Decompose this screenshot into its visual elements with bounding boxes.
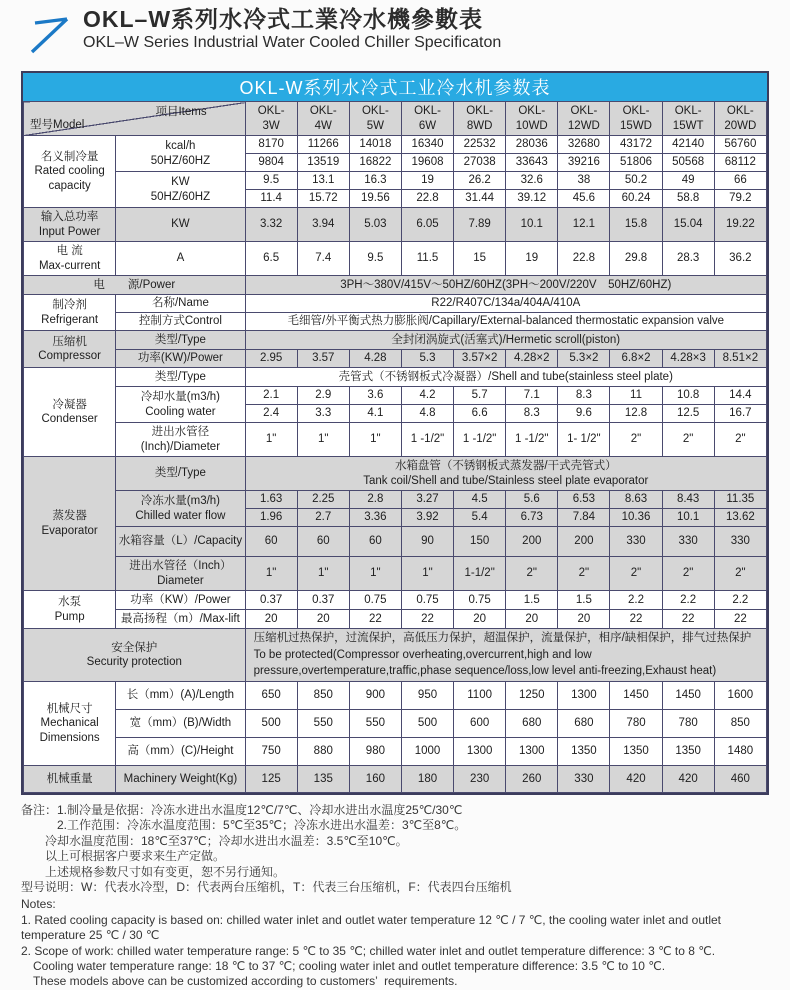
value-cell: 60 [297,527,349,557]
value-cell: 22 [349,610,401,629]
item-label: 最高扬程（m）/Max-lift [116,610,245,629]
value-cell: 7.89 [454,208,506,242]
value-cell: 420 [662,766,714,793]
model-column-header: OKL- 3W [245,102,297,136]
value-cell: 8.3 [506,405,558,423]
value-cell: 68112 [714,154,766,172]
notes-cn [21,803,769,895]
value-cell: 19 [401,172,453,190]
value-cell: 10.8 [662,387,714,405]
value-cell: 1300 [506,738,558,766]
value-cell: 1" [245,423,297,457]
item-label: 功率（KW）/Power [116,591,245,610]
note-line: 备注：1.制冷量是依据：冷冻水进出水温度12℃/7℃、冷却水进出水温度25℃/30℃ [21,803,463,818]
value-cell: 0.75 [349,591,401,610]
value-cell: 90 [401,527,453,557]
value-cell: 43172 [610,136,662,154]
value-cell: 11.5 [401,242,453,276]
section-label: 电 源/Power [24,276,246,295]
item-label: 水箱容量（L）/Capacity [116,527,245,557]
spec-table-wrapper [21,71,769,795]
value-cell: 14.4 [714,387,766,405]
value-cell: 8.51×2 [714,350,766,368]
value-cell: 200 [558,527,610,557]
note-line: 冷却水温度范围：18℃至37℃；冷却水进出水温差：3.5℃至10℃。 [21,833,408,848]
value-cell: 780 [610,710,662,738]
section-label: 压缩机 Compressor [24,331,116,368]
value-cell: 6.8×2 [610,350,662,368]
section-label: 名义制冷量 Rated cooling capacity [24,136,116,208]
item-label: KW [116,208,245,242]
value-cell: 650 [245,682,297,710]
model-column-header: OKL- 10WD [506,102,558,136]
item-label: 功率(KW)/Power [116,350,245,368]
value-cell: 3.3 [297,405,349,423]
value-cell: 22 [714,610,766,629]
value-cell: 3.32 [245,208,297,242]
value-cell: 19.22 [714,208,766,242]
value-cell: 14018 [349,136,401,154]
value-cell: 22532 [454,136,506,154]
value-cell: 0.37 [297,591,349,610]
value-cell: 28.3 [662,242,714,276]
model-column-header: OKL- 4W [297,102,349,136]
section-label: 制冷剂 Refrigerant [24,295,116,331]
value-cell: 5.03 [349,208,401,242]
value-cell: 3.6 [349,387,401,405]
item-label: kcal/h 50HZ/60HZ [116,136,245,172]
value-cell: 1" [401,557,453,591]
value-cell: 50568 [662,154,714,172]
item-label: Machinery Weight(Kg) [116,766,245,793]
value-cell: 8170 [245,136,297,154]
value-cell: 1300 [454,738,506,766]
value-cell: 19.56 [349,190,401,208]
value-cell: 16.3 [349,172,401,190]
section-label: 蒸发器 Evaporator [24,457,116,591]
value-cell: 16340 [401,136,453,154]
item-label: 高（mm）(C)/Height [116,738,245,766]
value-cell: 780 [662,710,714,738]
model-items-corner-cell [24,102,246,136]
value-cell: 1" [349,423,401,457]
item-label: A [116,242,245,276]
value-cell: 66 [714,172,766,190]
value-cell: 1.5 [506,591,558,610]
value-cell: 0.75 [454,591,506,610]
value-cell: 3.57 [297,350,349,368]
value-cell: 1350 [662,738,714,766]
item-label: 宽（mm）(B)/Width [116,710,245,738]
table-title-bar: OKL-W系列水冷式工业冷水机参数表 [23,73,767,101]
value-cell: 4.5 [454,491,506,509]
value-cell: 7.4 [297,242,349,276]
value-cell: 20 [506,610,558,629]
value-cell: 1 -1/2" [506,423,558,457]
item-label: 进出水管径（Inch） Diameter [116,557,245,591]
value-cell: 20 [454,610,506,629]
merged-value-cell: 全封闭涡旋式(活塞式)/Hermetic scroll(piston) [245,331,766,350]
model-column-header: OKL- 15WD [610,102,662,136]
merged-value-cell: 毛细管/外平衡式热力膨胀阀/Capillary/External-balanced thermostatic expansion valve [245,313,766,331]
merged-value-cell: 3PH～380V/415V～50HZ/60HZ(3PH～200V/220V 50HZ/60HZ) [245,276,766,295]
value-cell: 750 [245,738,297,766]
value-cell: 1350 [558,738,610,766]
value-cell: 2" [610,423,662,457]
page-titles [83,6,501,52]
value-cell: 6.73 [506,509,558,527]
corner-items-label: 项目Items [155,106,207,118]
note-line: 2. Scope of work: chilled water temperature range: 5 ℃ to 35 ℃; chilled water inlet and outlet temperature difference: 3 ℃ to 8 ℃. [21,943,716,958]
value-cell: 5.6 [506,491,558,509]
value-cell: 0.37 [245,591,297,610]
value-cell: 180 [401,766,453,793]
value-cell: 1.96 [245,509,297,527]
merged-value-cell: 壳管式（不锈钢板式冷凝器）/Shell and tube(stainless steel plate) [245,368,766,387]
value-cell: 2.8 [349,491,401,509]
value-cell: 10.36 [610,509,662,527]
value-cell: 330 [610,527,662,557]
spec-table [23,101,767,793]
value-cell: 27038 [454,154,506,172]
value-cell: 1000 [401,738,453,766]
value-cell: 20 [297,610,349,629]
value-cell: 150 [454,527,506,557]
merged-value-cell: 压缩机过热保护，过流保护，高低压力保护，超温保护，流量保护，相序/缺相保护，排气过热保护 To be protected(Compressor overheating,overcurrent,high and low pressure,overtemperature,traffic,phase sequence/loss,low level anti-freezing,Exhaust heat) [245,629,766,682]
value-cell: 1" [297,557,349,591]
value-cell: 330 [558,766,610,793]
value-cell: 600 [454,710,506,738]
value-cell: 79.2 [714,190,766,208]
value-cell: 1" [245,557,297,591]
value-cell: 15.04 [662,208,714,242]
value-cell: 2.95 [245,350,297,368]
value-cell: 3.92 [401,509,453,527]
value-cell: 3.57×2 [454,350,506,368]
value-cell: 950 [401,682,453,710]
value-cell: 2" [662,423,714,457]
value-cell: 2" [610,557,662,591]
value-cell: 460 [714,766,766,793]
value-cell: 32680 [558,136,610,154]
value-cell: 5.3 [401,350,453,368]
value-cell: 4.28×2 [506,350,558,368]
page-title-en: OKL–W Series Industrial Water Cooled Chiller Specificaton [83,34,502,52]
item-label: 控制方式Control [116,313,245,331]
value-cell: 13519 [297,154,349,172]
value-cell: 1.5 [558,591,610,610]
section-label: 电 流 Max-current [24,242,116,276]
value-cell: 6.5 [245,242,297,276]
value-cell: 850 [714,710,766,738]
item-label: 冷却水量(m3/h) Cooling water [116,387,245,423]
value-cell: 1 -1/2" [401,423,453,457]
item-label: 类型/Type [116,457,245,491]
value-cell: 2.25 [297,491,349,509]
value-cell: 500 [401,710,453,738]
value-cell: 1100 [454,682,506,710]
value-cell: 2.2 [610,591,662,610]
item-label: 类型/Type [116,331,245,350]
value-cell: 135 [297,766,349,793]
value-cell: 10.1 [662,509,714,527]
arrow-up-right-icon [27,10,73,60]
value-cell: 11 [610,387,662,405]
value-cell: 39216 [558,154,610,172]
section-label: 机械重量 [24,766,116,793]
value-cell: 49 [662,172,714,190]
value-cell: 1450 [610,682,662,710]
item-label: 冷冻水量(m3/h) Chilled water flow [116,491,245,527]
notes-en [21,897,769,989]
value-cell: 4.1 [349,405,401,423]
value-cell: 11.35 [714,491,766,509]
value-cell: 15 [454,242,506,276]
value-cell: 500 [245,710,297,738]
value-cell: 22 [610,610,662,629]
value-cell: 1 -1/2" [454,423,506,457]
value-cell: 1350 [610,738,662,766]
value-cell: 8.43 [662,491,714,509]
value-cell: 980 [349,738,401,766]
value-cell: 260 [506,766,558,793]
value-cell: 20 [558,610,610,629]
value-cell: 9.5 [349,242,401,276]
item-label: 类型/Type [116,368,245,387]
value-cell: 4.2 [401,387,453,405]
value-cell: 1450 [662,682,714,710]
item-label: 进出水管径 (Inch)/Diameter [116,423,245,457]
model-column-header: OKL- 12WD [558,102,610,136]
value-cell: 330 [714,527,766,557]
value-cell: 550 [297,710,349,738]
value-cell: 900 [349,682,401,710]
model-column-header: OKL- 8WD [454,102,506,136]
value-cell: 200 [506,527,558,557]
value-cell: 56760 [714,136,766,154]
page-header [27,6,769,60]
value-cell: 51806 [610,154,662,172]
value-cell: 880 [297,738,349,766]
value-cell: 22 [662,610,714,629]
note-line: 以上可根据客户要求来生产定做。 [21,849,226,864]
model-column-header: OKL- 5W [349,102,401,136]
value-cell: 16.7 [714,405,766,423]
value-cell: 1" [349,557,401,591]
value-cell: 2.9 [297,387,349,405]
value-cell: 19608 [401,154,453,172]
value-cell: 7.1 [506,387,558,405]
value-cell: 8.63 [610,491,662,509]
value-cell: 33643 [506,154,558,172]
value-cell: 1-1/2" [454,557,506,591]
model-column-header: OKL- 20WD [714,102,766,136]
value-cell: 12.5 [662,405,714,423]
corner-model-label: 型号Model [30,118,85,131]
value-cell: 26.2 [454,172,506,190]
value-cell: 230 [454,766,506,793]
value-cell: 2" [662,557,714,591]
value-cell: 1- 1/2" [558,423,610,457]
value-cell: 11.4 [245,190,297,208]
value-cell: 60.24 [610,190,662,208]
note-line: temperature 25 ℃ / 30 ℃ [21,928,160,943]
value-cell: 38 [558,172,610,190]
note-line: 2.工作范围：冷冻水温度范围：5℃至35℃；冷冻水进出水温差：3℃至8℃。 [21,818,467,833]
note-line: 上述规格参数尺寸如有变更，恕不另行通知。 [21,864,286,879]
value-cell: 9804 [245,154,297,172]
value-cell: 50.2 [610,172,662,190]
value-cell: 4.28 [349,350,401,368]
value-cell: 2" [506,557,558,591]
item-label: 名称/Name [116,295,245,313]
value-cell: 10.1 [506,208,558,242]
value-cell: 36.2 [714,242,766,276]
value-cell: 19 [506,242,558,276]
value-cell: 16822 [349,154,401,172]
value-cell: 1" [297,423,349,457]
value-cell: 13.62 [714,509,766,527]
value-cell: 32.6 [506,172,558,190]
value-cell: 680 [506,710,558,738]
value-cell: 39.12 [506,190,558,208]
merged-value-cell: 水箱盘管（不锈钢板式蒸发器/干式壳管式） Tank coil/Shell and tube/Stainless steel plate evaporator [245,457,766,491]
value-cell: 4.8 [401,405,453,423]
note-line: These models above can be customized according to customers’ requirements. [21,974,458,989]
value-cell: 4.28×3 [662,350,714,368]
value-cell: 2.4 [245,405,297,423]
section-label: 冷凝器 Condenser [24,368,116,457]
value-cell: 11266 [297,136,349,154]
value-cell: 1480 [714,738,766,766]
value-cell: 420 [610,766,662,793]
value-cell: 850 [297,682,349,710]
section-label: 机械尺寸 Mechanical Dimensions [24,682,116,766]
section-label: 输入总功率 Input Power [24,208,116,242]
model-column-header: OKL- 15WT [662,102,714,136]
value-cell: 1250 [506,682,558,710]
value-cell: 2.1 [245,387,297,405]
value-cell: 22 [401,610,453,629]
value-cell: 1.63 [245,491,297,509]
value-cell: 45.6 [558,190,610,208]
value-cell: 42140 [662,136,714,154]
value-cell: 3.94 [297,208,349,242]
value-cell: 22.8 [401,190,453,208]
value-cell: 12.1 [558,208,610,242]
value-cell: 160 [349,766,401,793]
value-cell: 20 [245,610,297,629]
value-cell: 60 [245,527,297,557]
value-cell: 2" [558,557,610,591]
value-cell: 13.1 [297,172,349,190]
note-line: 1. Rated cooling capacity is based on: chilled water inlet and outlet water temperature 12 ℃ / 7 ℃, the cooling water inlet and outlet [21,912,722,927]
value-cell: 22.8 [558,242,610,276]
value-cell: 125 [245,766,297,793]
value-cell: 29.8 [610,242,662,276]
value-cell: 60 [349,527,401,557]
value-cell: 6.6 [454,405,506,423]
note-line: 型号说明：W：代表水冷型，D：代表两台压缩机，T：代表三台压缩机，F：代表四台压缩机 [21,880,512,895]
value-cell: 9.5 [245,172,297,190]
value-cell: 680 [558,710,610,738]
value-cell: 58.8 [662,190,714,208]
value-cell: 5.7 [454,387,506,405]
value-cell: 8.3 [558,387,610,405]
value-cell: 12.8 [610,405,662,423]
value-cell: 15.72 [297,190,349,208]
value-cell: 2" [714,557,766,591]
value-cell: 28036 [506,136,558,154]
value-cell: 6.53 [558,491,610,509]
value-cell: 550 [349,710,401,738]
value-cell: 15.8 [610,208,662,242]
value-cell: 1600 [714,682,766,710]
value-cell: 7.84 [558,509,610,527]
value-cell: 9.6 [558,405,610,423]
value-cell: 2.2 [714,591,766,610]
model-column-header: OKL- 6W [401,102,453,136]
value-cell: 31.44 [454,190,506,208]
note-line: Notes: [21,897,56,912]
value-cell: 5.4 [454,509,506,527]
value-cell: 5.3×2 [558,350,610,368]
value-cell: 2.7 [297,509,349,527]
item-label: KW 50HZ/60HZ [116,172,245,208]
value-cell: 0.75 [401,591,453,610]
section-label: 安全保护 Security protection [24,629,246,682]
item-label: 长（mm）(A)/Length [116,682,245,710]
section-label: 水泵 Pump [24,591,116,629]
value-cell: 330 [662,527,714,557]
value-cell: 1300 [558,682,610,710]
value-cell: 3.36 [349,509,401,527]
merged-value-cell: R22/R407C/134a/404A/410A [245,295,766,313]
value-cell: 3.27 [401,491,453,509]
note-line: Cooling water temperature range: 18 ℃ to 37 ℃; cooling water inlet and outlet temperature difference: 3.5 ℃ to 10 ℃. [21,959,666,974]
value-cell: 2" [714,423,766,457]
value-cell: 6.05 [401,208,453,242]
page-title-cn: OKL–W系列水冷式工業冷水機參數表 [83,6,484,32]
value-cell: 2.2 [662,591,714,610]
